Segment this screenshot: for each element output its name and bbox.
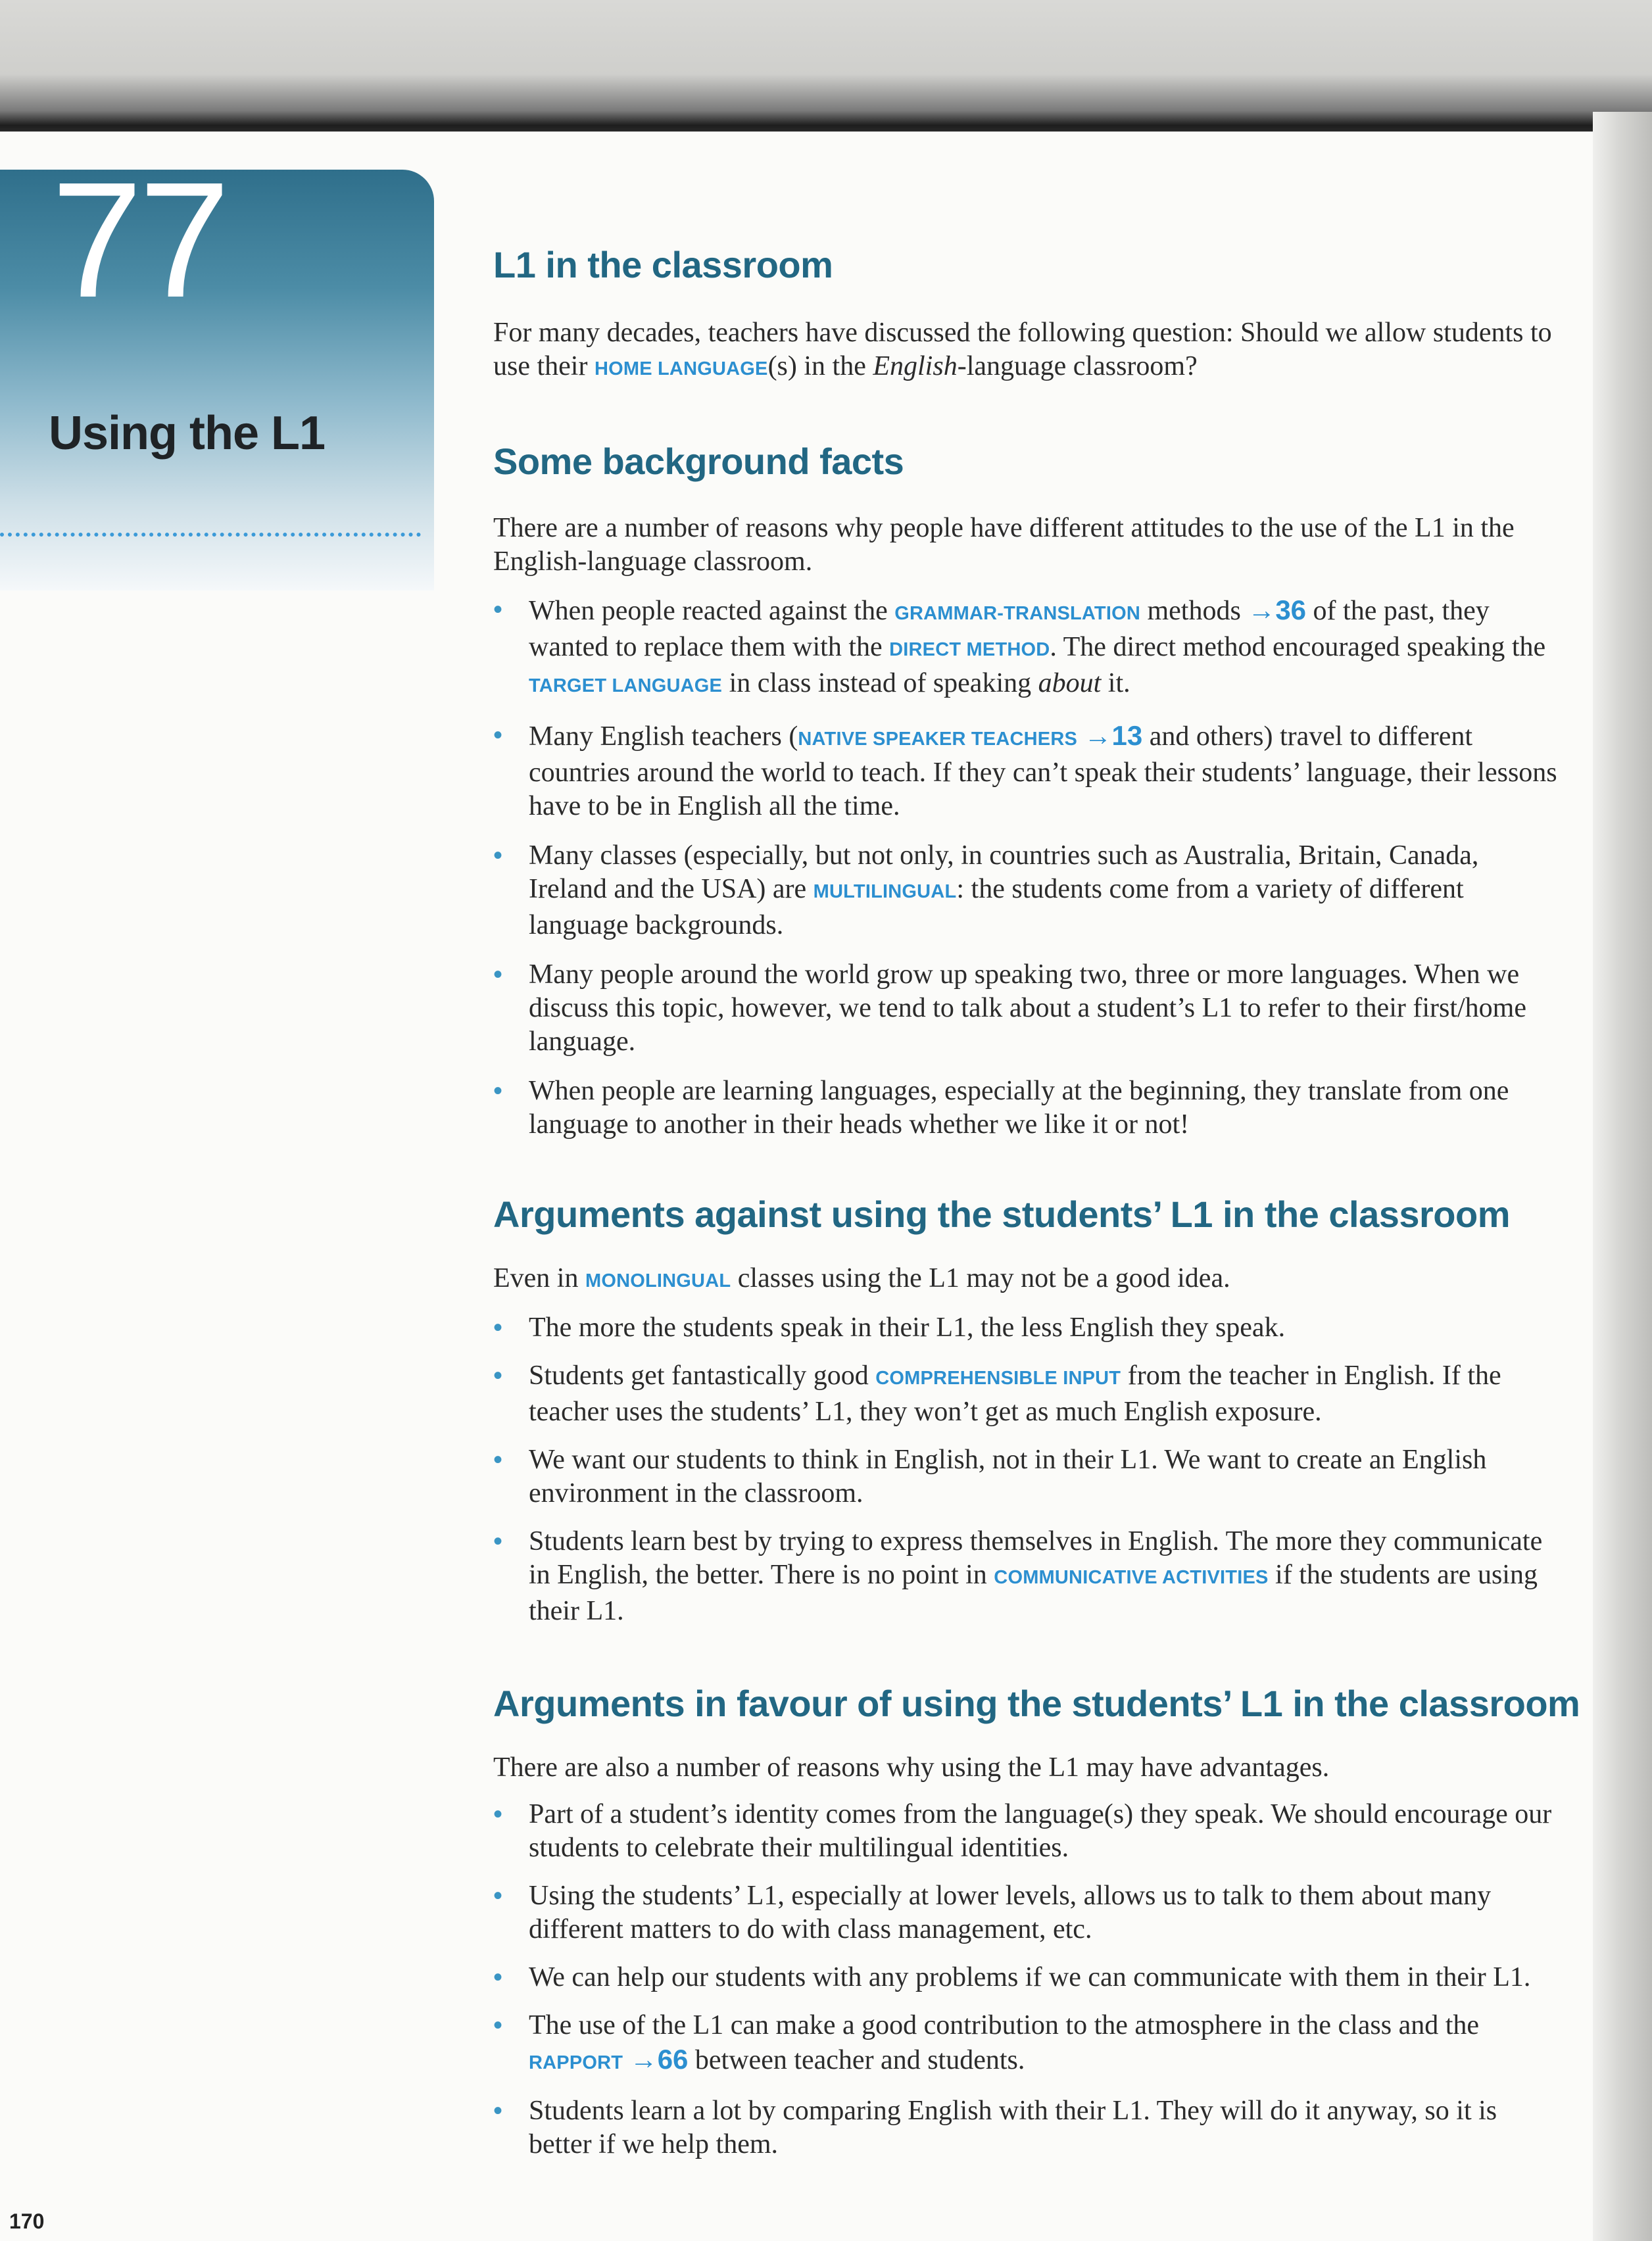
emphasis-text: about xyxy=(1038,668,1102,698)
page-number: 170 xyxy=(9,2209,45,2233)
bullet-item xyxy=(493,1961,1559,1994)
section-arguments-favour xyxy=(493,1682,1580,2161)
bullet-item xyxy=(493,1879,1559,1946)
section-heading: L1 in the classroom xyxy=(493,244,833,285)
page-curl-edge xyxy=(1593,112,1652,2241)
glossary-term: COMMUNICATIVE ACTIVITIES xyxy=(994,1567,1269,1588)
text-run: Many classes (especially, but not only, in countries such as Australia, Britain, Canada, Ireland and the USA) are xyxy=(529,840,1479,904)
bullet-list xyxy=(493,1311,1559,1628)
text-run: : the students come from a variety of different language backgrounds. xyxy=(529,874,1464,940)
text-run: For many decades, teachers have discussed the following question: Should we allow students to use their xyxy=(493,318,1552,381)
glossary-term: MULTILINGUAL xyxy=(813,881,957,902)
chapter-divider xyxy=(0,533,421,537)
bullet-item xyxy=(493,1525,1559,1628)
text-run: between teacher and students. xyxy=(688,2045,1025,2075)
text-run: in class instead of speaking xyxy=(722,668,1038,698)
bullet-item xyxy=(493,1074,1559,1142)
section-heading: Some background facts xyxy=(493,441,904,482)
text-run: Students learn best by trying to express themselves in English. The more they communicate in English, the better. There is no point in xyxy=(529,1526,1543,1590)
text-run: There are also a number of reasons why using the L1 may have advantages. xyxy=(493,1752,1330,1783)
section-heading: Arguments in favour of using the students’ L1 in the classroom xyxy=(493,1683,1580,1724)
bullet-item xyxy=(493,1443,1559,1510)
section-background-facts xyxy=(493,440,1559,1142)
section-intro xyxy=(493,1751,1559,1785)
emphasis-text: English xyxy=(873,351,958,381)
cross-reference: →66 xyxy=(629,2044,689,2075)
text-run xyxy=(623,2045,630,2075)
text-run: Part of a student’s identity comes from the language(s) they speak. We should encourage our students to celebrate their multilingual identities. xyxy=(529,1799,1552,1863)
chapter-number: 77 xyxy=(51,148,227,331)
bullet-item xyxy=(493,958,1559,1059)
text-run: if the students are using their L1. xyxy=(529,1560,1538,1626)
text-run: -language classroom? xyxy=(957,351,1198,381)
glossary-term: GRAMMAR-TRANSLATION xyxy=(894,603,1140,624)
bullet-item xyxy=(493,1359,1559,1429)
text-run: and others) travel to different countries around the world to teach. If they can’t speak their students’ language, their lessons have to be in English all the time. xyxy=(529,721,1557,821)
bullet-item xyxy=(493,1311,1559,1345)
section-heading: Arguments against using the students’ L1 in the classroom xyxy=(493,1193,1511,1235)
text-run: Even in xyxy=(493,1263,585,1293)
glossary-term: MONOLINGUAL xyxy=(585,1270,731,1291)
section-arguments-against xyxy=(493,1193,1559,1628)
glossary-term: NATIVE SPEAKER TEACHERS xyxy=(798,729,1078,750)
bullet-item xyxy=(493,2009,1559,2080)
section-intro xyxy=(493,1262,1559,1298)
glossary-term: TARGET LANGUAGE xyxy=(529,675,723,696)
text-run: of the past, they wanted to replace them with the xyxy=(529,596,1490,662)
section-intro xyxy=(493,316,1559,386)
section-intro xyxy=(493,512,1559,579)
text-run: Many English teachers ( xyxy=(529,721,798,752)
section-l1-in-classroom xyxy=(493,243,1559,386)
bullet-item xyxy=(493,593,1559,703)
page-content xyxy=(493,243,1580,2161)
text-run: from the teacher in English. If the teacher uses the students’ L1, they won’t get as much English exposure. xyxy=(529,1361,1501,1427)
text-run: classes using the L1 may not be a good idea. xyxy=(731,1263,1230,1293)
glossary-term: HOME LANGUAGE xyxy=(594,358,768,379)
text-run xyxy=(1077,721,1084,752)
text-run: Students get fantastically good xyxy=(529,1361,876,1391)
text-run: Many people around the world grow up speaking two, three or more languages. When we discuss this topic, however, we tend to talk about a student’s L1 to refer to their first/home language. xyxy=(529,959,1526,1057)
bullet-list xyxy=(493,1798,1559,2161)
text-run: . The direct method encouraged speaking the xyxy=(1050,632,1546,662)
text-run: There are a number of reasons why people have different attitudes to the use of the L1 in the English-language classroom. xyxy=(493,513,1515,577)
cross-reference: →13 xyxy=(1084,720,1143,751)
glossary-term: RAPPORT xyxy=(529,2052,623,2073)
text-run: When people reacted against the xyxy=(529,596,895,626)
text-run: it. xyxy=(1101,668,1130,698)
bullet-item xyxy=(493,1798,1559,1865)
bullet-item xyxy=(493,2094,1559,2161)
text-run: We want our students to think in English, not in their L1. We want to create an English environment in the classroom. xyxy=(529,1445,1487,1508)
text-run: (s) in the xyxy=(767,351,873,381)
text-run: When people are learning languages, especially at the beginning, they translate from one language to another in their heads whether we like it or not! xyxy=(529,1076,1509,1140)
bullet-item xyxy=(493,839,1559,942)
scan-top-shadow xyxy=(0,0,1652,135)
text-run: The more the students speak in their L1, the less English they speak. xyxy=(529,1313,1286,1343)
bullet-list xyxy=(493,593,1559,1142)
cross-reference: →36 xyxy=(1248,594,1307,625)
text-run: Students learn a lot by comparing English with their L1. They will do it anyway, so it is better if we help them. xyxy=(529,2096,1497,2159)
text-run: methods xyxy=(1140,596,1248,626)
chapter-title: Using the L1 xyxy=(49,407,326,460)
glossary-term: COMPREHENSIBLE INPUT xyxy=(875,1368,1121,1389)
text-run: Using the students’ L1, especially at lower levels, allows us to talk to them about many different matters to do with class management, etc. xyxy=(529,1881,1492,1944)
text-run: We can help our students with any problems if we can communicate with them in their L1. xyxy=(529,1962,1531,1992)
bullet-item xyxy=(493,719,1559,823)
glossary-term: DIRECT METHOD xyxy=(889,639,1050,660)
text-run: The use of the L1 can make a good contribution to the atmosphere in the class and the xyxy=(529,2010,1480,2040)
